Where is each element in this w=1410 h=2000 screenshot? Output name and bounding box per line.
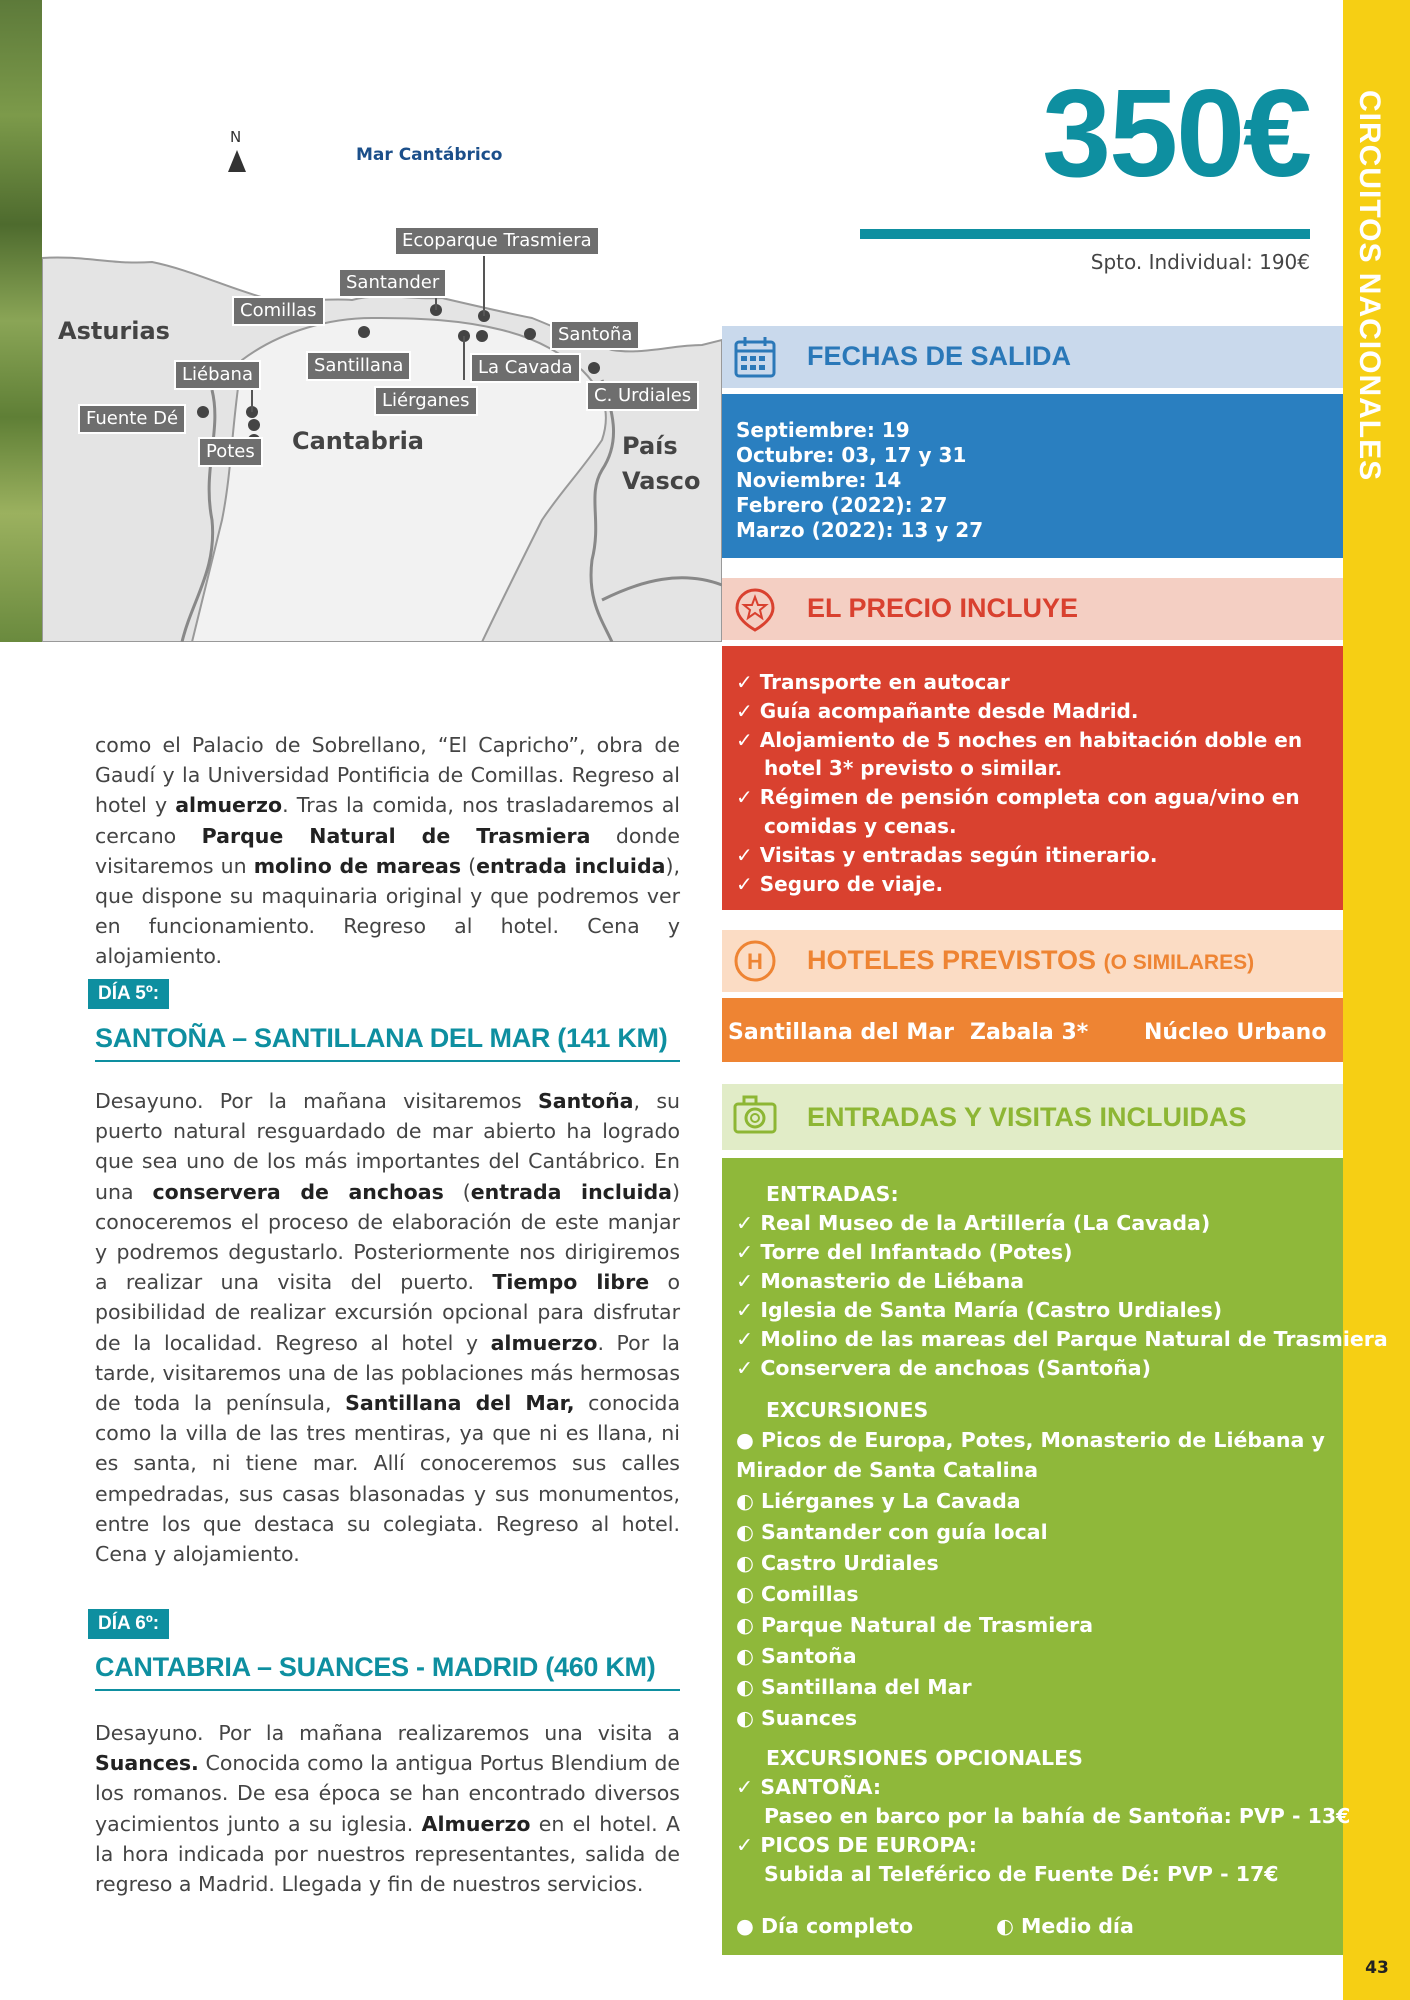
region-asturias: Asturias	[58, 317, 170, 345]
day5-paragraph: Desayuno. Por la mañana visitaremos Santoña, su puerto natural resguardado de mar abierto ha logrado que sea uno de los más importantes del Cantábrico. En una conservera de anchoas (entrada incluida) conoceremos el proceso de elaboración de este manjar y podremos degustarlo. Posteriormente nos dirigiremos a realizar una visita del puerto. Tiempo libre o posibilidad de realizar excursión opcional para disfrutar de la localidad. Regreso al hotel y almuerzo. Por la tarde, visitaremos una de las poblaciones más hermosas de toda la península, Santillana del Mar, conocida como la villa de las tres mentiras, ya que ni es llana, ni es santa, ni tiene mar. Allí conoceremos sus calles empedradas, sus casas blasonadas y sus monumentos, entre los que destaca su colegiata. Regreso al hotel. Cena y alojamiento.	[95, 1089, 681, 1567]
excursiones-heading: EXCURSIONES	[766, 1398, 929, 1422]
entrada-line: ✓ Iglesia de Santa María (Castro Urdiales)	[736, 1298, 1223, 1322]
fecha-line: Septiembre: 19	[736, 418, 910, 442]
incluye-title: EL PRECIO INCLUYE	[807, 593, 1079, 623]
place-santander: Santander	[338, 268, 447, 298]
incluye-header	[722, 578, 1343, 640]
hotel-icon	[732, 938, 778, 984]
fecha-line: Marzo (2022): 13 y 27	[736, 518, 984, 542]
opcional-line: Paseo en barco por la bahía de Santoña: PVP - 13€	[764, 1804, 1351, 1828]
entradas-body	[722, 1158, 1388, 1955]
price-amount: 350€	[1042, 65, 1310, 203]
hotel-city: Santillana del Mar	[728, 1020, 954, 1045]
day5-badge: DÍA 5º:	[88, 979, 169, 1009]
place-liebana: Liébana	[174, 360, 261, 390]
incluye-line: ✓ Alojamiento de 5 noches en habitación doble en	[736, 728, 1303, 752]
place-comillas: Comillas	[232, 296, 325, 326]
incluye-line: hotel 3* previsto o similar.	[764, 756, 1063, 780]
sidebar-title: CIRCUITOS NACIONALES	[1353, 90, 1386, 482]
landscape-photo	[0, 0, 42, 642]
entradas-header	[722, 1084, 1343, 1150]
sea-label: Mar Cantábrico	[356, 145, 503, 165]
place-santona: Santoña	[550, 320, 640, 350]
excursion-line: ◐ Liérganes y La Cavada	[736, 1489, 1021, 1513]
fecha-line: Febrero (2022): 27	[736, 493, 948, 517]
opcional-line: ✓ SANTOÑA:	[736, 1775, 882, 1799]
incluye-line: comidas y cenas.	[764, 814, 957, 838]
incluye-line: ✓ Visitas y entradas según itinerario.	[736, 843, 1158, 867]
place-santillana: Santillana	[306, 351, 411, 381]
day6-badge: DÍA 6º:	[88, 1609, 169, 1639]
place-lierganes: Liérganes	[374, 386, 478, 416]
region-vasco: Vasco	[622, 467, 701, 495]
incluye-line: ✓ Seguro de viaje.	[736, 872, 944, 896]
fecha-line: Noviembre: 14	[736, 468, 902, 492]
incluye-line: ✓ Régimen de pensión completa con agua/vino en	[736, 785, 1300, 809]
opcional-line: ✓ PICOS DE EUROPA:	[736, 1833, 977, 1857]
entradas-title: ENTRADAS Y VISITAS INCLUIDAS	[807, 1102, 1247, 1132]
legend-half-day: ◐ Medio día	[996, 1914, 1134, 1938]
hoteles-header	[722, 930, 1343, 992]
excursion-line: ◐ Castro Urdiales	[736, 1551, 939, 1575]
price-divider	[860, 229, 1310, 239]
incluye-line: ✓ Guía acompañante desde Madrid.	[736, 699, 1139, 723]
excursion-line: ◐ Parque Natural de Trasmiera	[736, 1613, 1094, 1637]
excursion-line: ◐ Suances	[736, 1706, 858, 1730]
intro-paragraph: como el Palacio de Sobrellano, “El Capricho”, obra de Gaudí y la Universidad Pontificia de Comillas. Regreso al hotel y almuerzo. Tras la comida, nos trasladaremos al cercano Parque Natural de Trasmiera donde visitaremos un molino de mareas (entrada incluida), que dispone su maquinaria original y que podremos ver en funcionamiento. Regreso al hotel. Cena y alojamiento.	[95, 733, 681, 969]
entrada-line: ✓ Monasterio de Liébana	[736, 1269, 1025, 1293]
badge-star-icon	[732, 586, 778, 632]
entrada-line: ✓ Molino de las mareas del Parque Natural de Trasmiera	[736, 1327, 1388, 1351]
opcional-line: Subida al Teleférico de Fuente Dé: PVP - 17€	[764, 1862, 1279, 1886]
hotel-row	[722, 998, 1343, 1062]
day5-divider	[95, 1060, 680, 1062]
incluye-line: ✓ Transporte en autocar	[736, 670, 1010, 694]
excursion-line: ◐ Santillana del Mar	[736, 1675, 972, 1699]
hotel-name: Zabala 3*	[970, 1020, 1089, 1045]
svg-text:H: H	[747, 949, 763, 974]
entradas-heading: ENTRADAS:	[766, 1182, 899, 1206]
place-urdiales: C. Urdiales	[586, 381, 699, 411]
fechas-header	[722, 326, 1343, 388]
excursion-line: Mirador de Santa Catalina	[736, 1458, 1039, 1482]
entrada-line: ✓ Torre del Infantado (Potes)	[736, 1240, 1073, 1264]
excursion-line: ◐ Comillas	[736, 1582, 859, 1606]
entrada-line: ✓ Real Museo de la Artillería (La Cavada)	[736, 1211, 1211, 1235]
day6-divider	[95, 1689, 680, 1691]
fechas-body	[722, 394, 1343, 558]
place-potes: Potes	[198, 437, 263, 467]
opcionales-heading: EXCURSIONES OPCIONALES	[766, 1746, 1083, 1770]
excursion-line: ◐ Santoña	[736, 1644, 857, 1668]
hoteles-title: HOTELES PREVISTOS	[807, 945, 1097, 975]
region-cantabria: Cantabria	[292, 427, 424, 455]
fecha-line: Octubre: 03, 17 y 31	[736, 443, 967, 467]
camera-icon	[732, 1092, 778, 1138]
region-pais: País	[622, 432, 678, 460]
entrada-line: ✓ Conservera de anchoas (Santoña)	[736, 1356, 1151, 1380]
hotel-location: Núcleo Urbano	[1144, 1020, 1327, 1045]
calendar-icon	[732, 334, 778, 380]
page-number: 43	[1365, 1958, 1389, 1978]
excursion-line: ● Picos de Europa, Potes, Monasterio de Liébana y	[736, 1428, 1325, 1452]
place-lacavada: La Cavada	[470, 353, 581, 383]
place-fuentede: Fuente Dé	[78, 404, 186, 434]
place-ecoparque: Ecoparque Trasmiera	[394, 226, 600, 256]
incluye-body	[722, 646, 1343, 910]
fechas-title: FECHAS DE SALIDA	[807, 341, 1072, 371]
north-label: N	[230, 128, 242, 146]
day6-title: CANTABRIA – SUANCES - MADRID (460 KM)	[95, 1652, 656, 1682]
hoteles-subtitle: (O SIMILARES)	[1103, 951, 1255, 974]
excursion-line: ◐ Santander con guía local	[736, 1520, 1048, 1544]
single-supplement: Spto. Individual: 190€	[1090, 250, 1310, 274]
legend-full-day: ● Día completo	[736, 1914, 914, 1938]
day5-title: SANTOÑA – SANTILLANA DEL MAR (141 KM)	[95, 1023, 668, 1053]
day6-paragraph: Desayuno. Por la mañana realizaremos una visita a Suances. Conocida como la antigua Portus Blendium de los romanos. De esa época se han encontrado diversos yacimientos junto a su iglesia. Almuerzo en el hotel. A la hora indicada por nuestros representantes, salida de regreso a Madrid. Llegada y fin de nuestros servicios.	[95, 1721, 680, 1897]
